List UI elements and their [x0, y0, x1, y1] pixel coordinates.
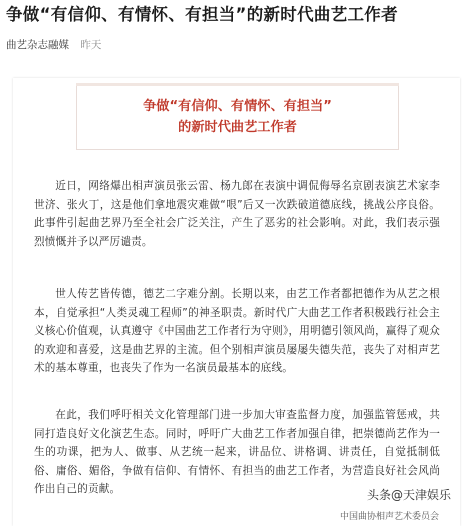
body-paragraph-1: 近日，网络爆出相声演员张云雷、杨九郎在表演中调侃侮辱名京剧表演艺术家李世济、张火丁，这是他们拿地震灾难做“哏”后又一次跌破道德底线，挑战公序良俗。此事件引起曲艺界乃至全社会广泛关注，产生了恶劣的社会影响。对此，我们表示强烈愤慨并予以严厉谴责。 — [34, 180, 440, 248]
body-paragraph-2: 世人传艺皆传德，德艺二字难分割。长期以来，由艺工作者都把德作为从艺之根本，自觉承担“人类灵魂工程师”的神圣职责。新时代广大曲艺工作者积极践行社会主义核心价值观，认真遵守《中国曲艺工作者行为守则》，用明德引领风尚，赢得了观众的欢迎和喜爱，这是曲艺界的主流。但个别相声演员屡屡失德失范，丧失了对相声艺术的基本尊重，也丧失了作为一名演员最基本的底线。 — [34, 288, 440, 374]
publish-time: 昨天 — [80, 39, 102, 51]
issuing-organization: 中国曲协相声艺术委员会 — [340, 512, 440, 522]
banner-top-bar — [76, 83, 399, 86]
banner-title-line1: 争做“有信仰、有情怀、有担当” — [143, 99, 332, 114]
banner-title-line2: 的新时代曲艺工作者 — [178, 120, 297, 135]
article-meta — [6, 37, 101, 52]
toutiao-watermark: 头条@天津娱乐 — [367, 488, 452, 502]
source-name[interactable]: 曲艺杂志融媒 — [6, 39, 69, 51]
article-headline: 争做“有信仰、有情怀、有担当”的新时代曲艺工作者 — [6, 5, 398, 24]
body-paragraph-3: 在此，我们呼吁相关文化管理部门进一步加大审查监督力度，加强监管惩戒，共同打造良好文化演艺生态。同时，呼吁广大曲艺工作者加强自律，把崇德尚艺作为一生的功课，把为人、做事、从艺统一起来，讲品位、讲格调、讲责任，自觉抵制低俗、庸俗、媚俗，争做有信仰、有情怀、有担当的曲艺工作者，为营造良好社会风尚作出自己的贡献。 — [34, 409, 440, 495]
title-banner — [76, 83, 399, 150]
